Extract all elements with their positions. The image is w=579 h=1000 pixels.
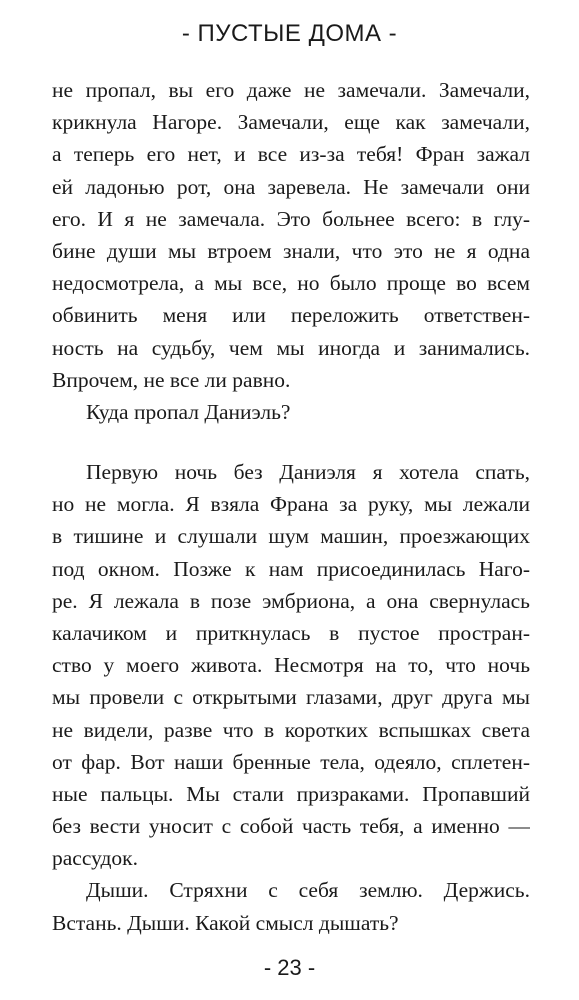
text-line: обвинить меня или переложить ответствен- (52, 303, 530, 328)
text-line: ре. Я лежала в позе эмбриона, а она свернулась (52, 588, 530, 613)
text-line: не видели, разве что в коротких вспышках света (52, 717, 530, 742)
text-line: ей ладонью рот, она заревела. Не замечали они (52, 174, 530, 199)
text-line: ность на судьбу, чем мы иногда и занимались. (52, 335, 530, 360)
text-line: без вести уносит с собой часть тебя, а именно — (52, 814, 530, 839)
text-line: а теперь его нет, и все из-за тебя! Фран зажал (52, 142, 530, 167)
text-line: от фар. Вот наши бренные тела, одеяло, сплетен- (52, 749, 530, 774)
text-line: Дыши. Стряхни с себя землю. Держись. (86, 878, 530, 903)
text-line: рассудок. (52, 846, 138, 871)
text-line: Встань. Дыши. Какой смысл дышать? (52, 910, 399, 935)
running-header: - ПУСТЫЕ ДОМА - (181, 20, 398, 47)
text-line: калачиком и приткнулась в пустое простран- (52, 620, 530, 645)
text-line: крикнула Нагоре. Замечали, еще как замечали, (52, 110, 530, 135)
text-line: Первую ночь без Даниэля я хотела спать, (86, 460, 530, 484)
text-line: Куда пропал Даниэль? (86, 399, 291, 424)
text-line: Впрочем, не все ли равно. (52, 367, 291, 392)
text-line: ные пальцы. Мы стали призраками. Пропавший (52, 781, 530, 806)
text-line: недосмотрела, а мы все, но было проще во всем (52, 271, 530, 296)
text-line: мы провели с открытыми глазами, друг друга мы (52, 685, 530, 710)
text-line: под окном. Позже к нам присоединилась Наго- (52, 556, 530, 581)
text-block-top (52, 74, 530, 428)
text-line: его. И я не замечала. Это больнее всего: в глу- (52, 206, 530, 231)
text-line: бине души мы втроем знали, что это не я одна (52, 238, 530, 263)
text-line: ство у моего живота. Несмотря на то, что ночь (52, 653, 530, 678)
text-block-bottom (52, 456, 530, 939)
page-number: - 23 - (263, 955, 316, 980)
text-line: не пропал, вы его даже не замечали. Замечали, (52, 78, 530, 102)
text-line: в тишине и слушали шум машин, проезжающих (52, 524, 530, 549)
text-line: но не могла. Я взяла Франа за руку, мы лежали (52, 492, 530, 517)
